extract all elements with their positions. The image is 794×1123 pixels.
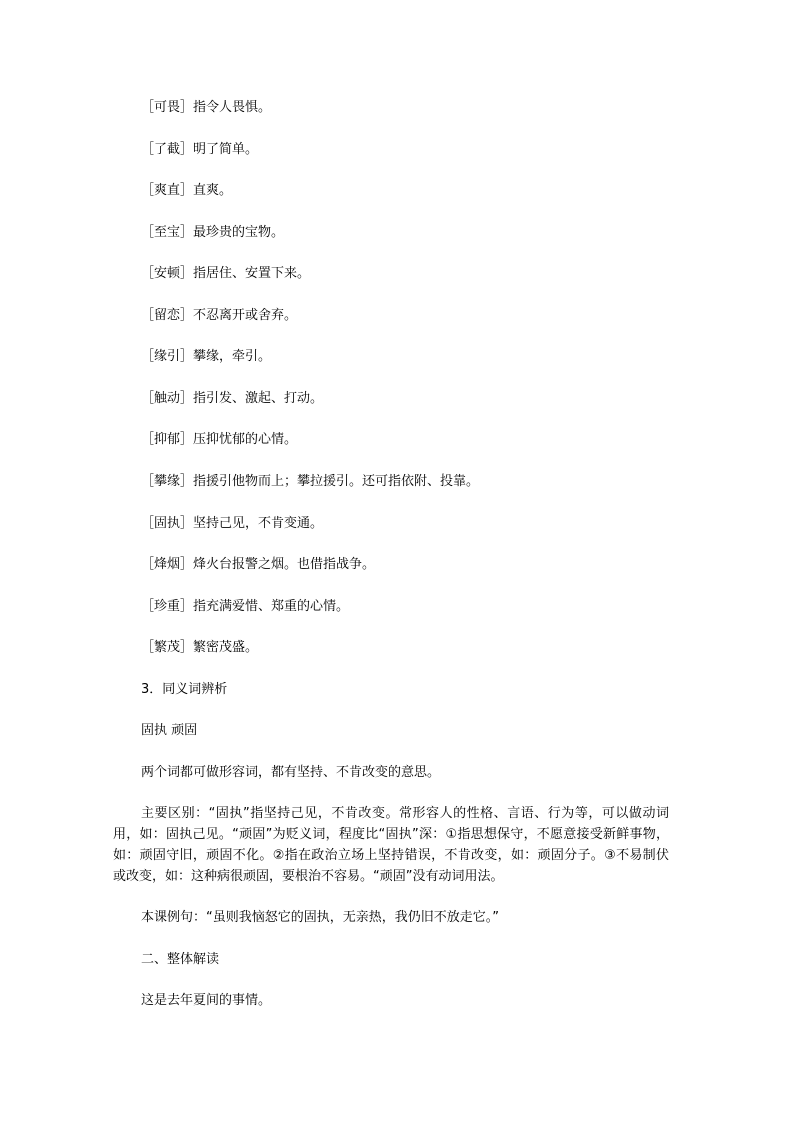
vocab-entry-zhibao: ［至宝］最珍贵的宝物。	[141, 225, 285, 240]
synonym-word-pair: 固执 顽固	[141, 723, 198, 738]
section-heading-synonyms: 3．同义词辨析	[141, 682, 228, 697]
vocab-entry-zhenzhong: ［珍重］指充满爱惜、郑重的心情。	[141, 599, 350, 614]
main-difference-paragraph: 主要区别：“固执”指坚持己见，不肯改变。常形容人的性格、言语、行为等，可以做动词用，如：固执己见。“顽固”为贬义词，程度比“固执”深：①指思想保守，不愿意接受新鲜事物，如：顽固守旧，顽固不化。②指在政治立场上坚持错误，不肯改变，如：顽固分子。③不易制伏或改变，如：这种病很顽固，要根治不容易。“顽固”没有动词用法。	[113, 806, 669, 884]
vocab-entry-panyuan: ［攀缘］指援引他物而上；攀拉援引。还可指依附、投靠。	[141, 474, 480, 489]
vocab-entry-guzhi: ［固执］坚持己见，不肯变通。	[141, 516, 324, 531]
vocab-entry-fanmao: ［繁茂］繁密茂盛。	[141, 640, 259, 655]
body-text-line: 这是去年夏间的事情。	[141, 993, 272, 1008]
vocab-entry-andun: ［安顿］指居住、安置下来。	[141, 266, 311, 281]
vocab-entry-kewei: ［可畏］指令人畏惧。	[141, 100, 272, 115]
section-heading-overall-reading: 二、整体解读	[141, 952, 220, 967]
vocab-entry-liulian: ［留恋］不忍离开或舍弃。	[141, 308, 298, 323]
vocab-entry-yiyu: ［抑郁］压抑忧郁的心情。	[141, 432, 298, 447]
vocab-entry-fengyan: ［烽烟］烽火台报警之烟。也借指战争。	[141, 557, 376, 572]
common-meaning-text: 两个词都可做形容词，都有坚持、不肯改变的意思。	[141, 765, 441, 780]
vocab-entry-shuangzhi: ［爽直］直爽。	[141, 183, 233, 198]
vocab-entry-chudong: ［触动］指引发、激起、打动。	[141, 391, 324, 406]
vocab-entry-liaojie: ［了截］明了简单。	[141, 142, 259, 157]
vocab-entry-yuanyin: ［缘引］攀缘，牵引。	[141, 349, 272, 364]
example-sentence: 本课例句：“虽则我恼怒它的固执，无亲热，我仍旧不放走它。”	[141, 910, 499, 925]
